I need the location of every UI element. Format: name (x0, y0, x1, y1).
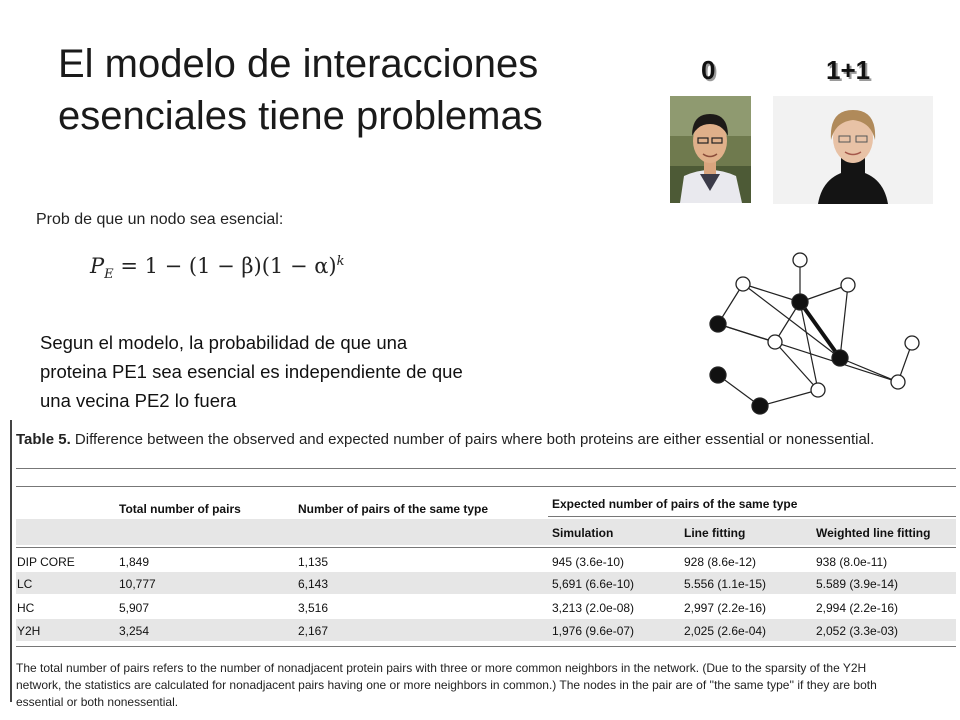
formula-exponent-k: k (336, 254, 345, 269)
graph-node (905, 336, 919, 350)
row-name: LC (17, 577, 33, 591)
row-weighted: 938 (8.0e-11) (816, 555, 888, 569)
row-line-fitting: 5.556 (1.1e-15) (684, 577, 767, 591)
table-caption (16, 431, 874, 448)
formula-p: P (90, 254, 105, 278)
row-weighted: 2,052 (3.3e-03) (816, 624, 899, 638)
graph-node (768, 335, 782, 349)
graph-node (793, 253, 807, 267)
graph-node-essential (710, 367, 726, 383)
footnote-line-1: The total number of pairs refers to the number of nonadjacent protein pairs with three or more common neighbors in the network. (Due to the sparsity of the Y2H (16, 661, 867, 675)
graph-node-essential (792, 294, 808, 310)
row-total: 1,849 (119, 555, 150, 569)
header-bottom-rule (16, 547, 956, 548)
score-right: 1+1 (826, 55, 871, 85)
table-rule-top2 (16, 486, 956, 487)
row-same: 3,516 (298, 601, 329, 615)
table-caption-text: Difference between the observed and expected number of pairs where both proteins are either essential or nonessential. (70, 431, 875, 448)
row-simulation: 945 (3.6e-10) (552, 555, 625, 569)
header-line-fitting: Line fitting (684, 526, 746, 540)
row-line-fitting: 2,025 (2.6e-04) (684, 624, 767, 638)
graph-node-essential (832, 350, 848, 366)
row-name: DIP CORE (17, 555, 75, 569)
header-same-type: Number of pairs of the same type (298, 502, 489, 516)
row-same: 1,135 (298, 555, 329, 569)
header-total-pairs: Total number of pairs (119, 502, 241, 516)
network-graph (690, 240, 940, 420)
footnote-line-2: network, the statistics are calculated for nonadjacent pairs having one or more neighbors in common.) The nodes in the pair are of ''the same type'' if they are both (16, 678, 877, 692)
row-name: HC (17, 601, 35, 615)
slide-title-line1: El modelo de interacciones (58, 42, 539, 86)
row-simulation: 3,213 (2.0e-08) (552, 601, 635, 615)
row-weighted: 2,994 (2.2e-16) (816, 601, 899, 615)
row-total: 5,907 (119, 601, 150, 615)
header-expected: Expected number of pairs of the same type (552, 497, 798, 511)
table-footnote (16, 660, 960, 711)
row-line-fitting: 2,997 (2.2e-16) (684, 601, 767, 615)
row-same: 2,167 (298, 624, 329, 638)
row-total: 10,777 (119, 577, 156, 591)
row-shade (16, 572, 956, 594)
formula-subscript-e: E (104, 267, 114, 283)
row-simulation: 1,976 (9.6e-07) (552, 624, 635, 638)
graph-node (891, 375, 905, 389)
row-same: 6,143 (298, 577, 329, 591)
paragraph-line-3: una vecina PE2 lo fuera (40, 390, 237, 411)
header-simulation: Simulation (552, 526, 614, 540)
score-left: 0 (701, 55, 716, 85)
margin-bar (10, 420, 12, 702)
author-photo-man (670, 96, 751, 203)
row-simulation: 5,691 (6.6e-10) (552, 577, 635, 591)
probability-label: Prob de que un nodo sea esencial: (36, 211, 284, 228)
slide-title-line2: esenciales tiene problemas (58, 94, 543, 138)
row-name: Y2H (17, 624, 41, 638)
formula-body: = 1 − (1 − β)(1 − α) (113, 254, 337, 278)
graph-node (841, 278, 855, 292)
graph-node-essential (752, 398, 768, 414)
row-line-fitting: 928 (8.6e-12) (684, 555, 757, 569)
row-weighted: 5.589 (3.9e-14) (816, 577, 899, 591)
header-weighted: Weighted line fitting (816, 526, 931, 540)
header-sub-rule (548, 516, 956, 517)
model-explanation (40, 328, 560, 415)
row-total: 3,254 (119, 624, 150, 638)
footnote-line-3: essential or both nonessential. (16, 695, 179, 709)
subheader-shade (16, 519, 956, 545)
table-5-excerpt (10, 420, 960, 720)
table-caption-label: Table 5. (16, 431, 71, 448)
graph-node-essential (710, 316, 726, 332)
graph-node (811, 383, 825, 397)
author-photo-woman (773, 96, 933, 204)
paragraph-line-2: proteina PE1 sea esencial es independiente de que (40, 361, 463, 382)
table-rule-bottom (16, 646, 956, 647)
graph-node (736, 277, 750, 291)
paragraph-line-1: Segun el modelo, la probabilidad de que una (40, 332, 408, 353)
table-rule-top (16, 468, 956, 469)
slide-title (58, 38, 543, 142)
row-shade (16, 619, 956, 641)
essentiality-formula (90, 254, 345, 282)
